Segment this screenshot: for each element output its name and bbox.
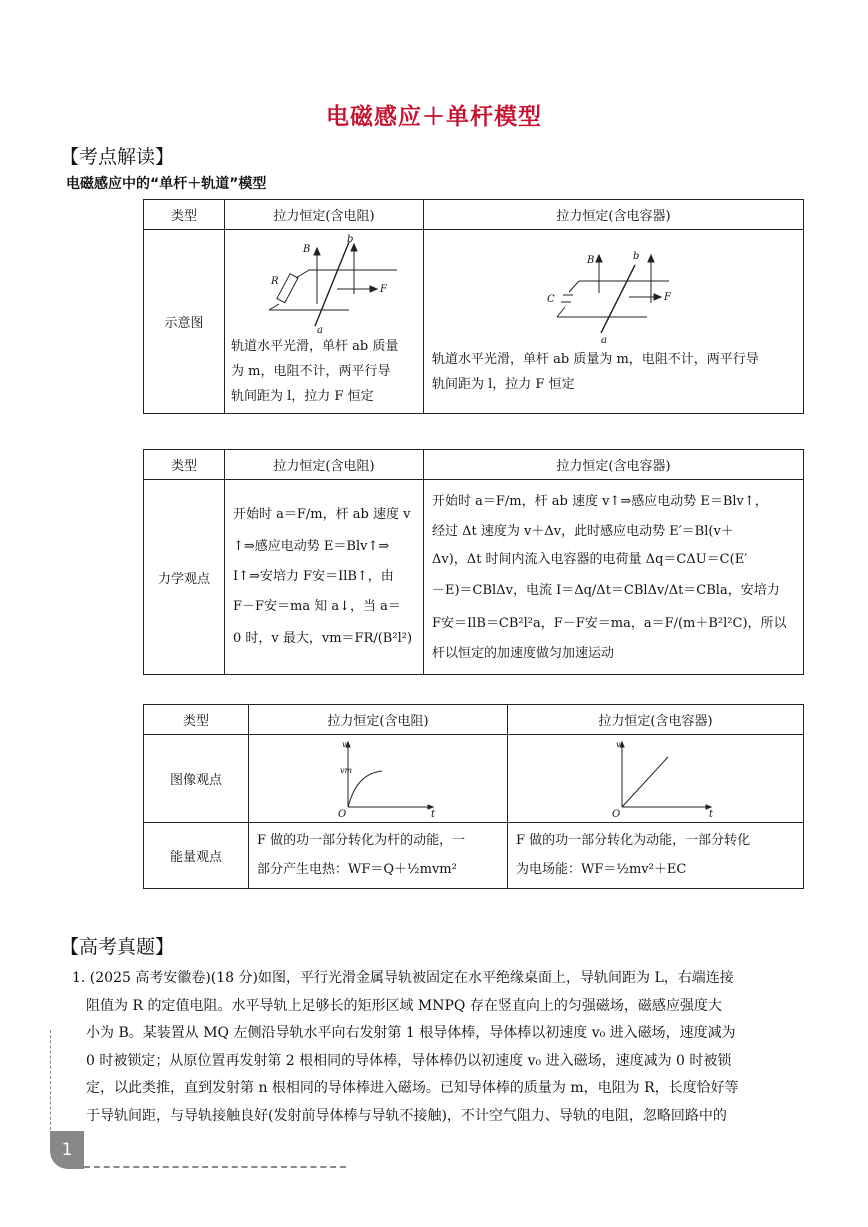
mech-left-line: 0 时，v 最大，vm＝FR/(B²l²) xyxy=(233,631,413,646)
energy-left-line1: F 做的功一部分转化为杆的动能，一 xyxy=(257,832,466,848)
origin-O: O xyxy=(338,808,347,820)
question-line: 阻值为 R 的定值电阻。水平导轨上足够长的矩形区域 MNPQ 存在竖直向上的匀强磁场，磁感应强度大 xyxy=(86,997,722,1014)
text-resistor-line2: 为 m，电阻不计，两平行导 xyxy=(231,364,391,379)
question-line: 1. (2025 高考安徽卷)(18 分)如图，平行光滑金属导轨被固定在水平绝缘桌面上，导轨间距为 L，右端连接 xyxy=(72,970,734,986)
axis-t: t xyxy=(708,808,713,820)
row-label-diagram: 示意图 xyxy=(144,230,225,414)
mech-right-line: －E)＝CBlΔv，电流 I＝Δq/Δt＝CBlΔv/Δt＝CBla，安培力 xyxy=(432,583,780,598)
mech-right-line: F安＝IlB＝CB²l²a，F－F安＝ma，a＝F/(m＋B²l²C)，所以 xyxy=(432,616,787,631)
origin-O: O xyxy=(611,808,620,820)
table-graphs-energy xyxy=(143,704,804,889)
page-number: 1 xyxy=(50,1131,84,1169)
header-resistor: 拉力恒定(含电阻) xyxy=(225,450,424,480)
label-a: a xyxy=(317,325,323,334)
header-resistor: 拉力恒定(含电阻) xyxy=(249,705,508,735)
label-b: b xyxy=(632,250,639,262)
label-F: F xyxy=(380,284,387,295)
mech-right-line: 开始时 a＝F/m，杆 ab 速度 v↑⇒感应电动势 E＝Blv↑， xyxy=(432,494,768,509)
text-resistor-line1: 轨道水平光滑，单杆 ab 质量 xyxy=(231,339,399,354)
mech-left-line: 开始时 a＝F/m，杆 ab 速度 v xyxy=(233,507,411,522)
resistor-rail-diagram xyxy=(249,234,399,334)
cell-graph-capacitor xyxy=(508,735,804,823)
section-heading-exam: 【高考真题】 xyxy=(60,936,175,958)
velocity-line xyxy=(622,757,668,807)
cell-energy-capacitor xyxy=(508,823,804,889)
cell-capacitor-diagram xyxy=(424,230,804,414)
cell-mechanics-capacitor xyxy=(424,480,804,675)
header-capacitor: 拉力恒定(含电容器) xyxy=(424,450,804,480)
question-block xyxy=(72,965,807,1130)
mech-right-line: Δv)，Δt 时间内流入电容器的电荷量 Δq＝CΔU＝C(E′ xyxy=(432,552,748,567)
header-capacitor: 拉力恒定(含电容器) xyxy=(508,705,804,735)
header-type: 类型 xyxy=(144,200,225,230)
section-subtitle: 电磁感应中的“单杆＋轨道”模型 xyxy=(66,176,267,192)
label-F: F xyxy=(663,291,671,303)
section-heading-analysis: 【考点解读】 xyxy=(60,146,175,168)
cell-resistor-diagram xyxy=(225,230,424,414)
row-label-mechanics: 力学观点 xyxy=(144,480,225,675)
resistor xyxy=(277,274,298,303)
mech-left-line: ↑⇒感应电动势 E＝Blv↑⇒ xyxy=(233,539,390,554)
text-capacitor-line1: 轨道水平光滑，单杆 ab 质量为 m，电阻不计，两平行导 xyxy=(432,351,759,367)
header-resistor: 拉力恒定(含电阻) xyxy=(225,200,424,230)
axis-v: v xyxy=(615,739,621,749)
energy-left-line2: 部分产生电热：WF＝Q＋½mvm² xyxy=(257,861,457,877)
velocity-curve xyxy=(348,771,382,807)
mech-right-line: 杆以恒定的加速度做匀加速运动 xyxy=(432,646,615,661)
label-C: C xyxy=(546,293,555,305)
capacitor-rail-diagram xyxy=(539,247,689,347)
question-line: 于导轨间距，与导轨接触良好(发射前导体棒与导轨不接触)，不计空气阻力、导轨的电阻，忽略回路中的 xyxy=(86,1107,727,1124)
page-title: 电磁感应＋单杆模型 xyxy=(326,104,542,130)
axis-v: v xyxy=(342,739,347,749)
question-line: 小为 B。某装置从 MQ 左侧沿导轨水平向右发射第 1 根导体棒，导体棒以初速度 v₀ 进入磁场，速度减为 xyxy=(86,1025,736,1041)
table-mechanics xyxy=(143,449,804,675)
label-R: R xyxy=(271,276,279,287)
label-a: a xyxy=(600,334,607,346)
page-border-dash-horizontal xyxy=(84,1166,346,1168)
mech-left-line: F－F安＝ma 知 a↓，当 a＝ xyxy=(233,599,401,614)
energy-right-line1: F 做的功一部分转化为动能，一部分转化 xyxy=(516,832,751,848)
cell-energy-resistor xyxy=(249,823,508,889)
question-line: 定，以此类推，直到发射第 n 根相同的导体棒进入磁场。已知导体棒的质量为 m，电阻为 R，长度恰好等 xyxy=(86,1080,739,1096)
rod-ab xyxy=(601,265,635,333)
header-type: 类型 xyxy=(144,705,249,735)
axis-t: t xyxy=(431,808,436,820)
question-line: 0 时被锁定；从原位置再发射第 2 根相同的导体棒，导体棒仍以初速度 v₀ 进入磁场，速度减为 0 时被锁 xyxy=(86,1052,732,1069)
mech-left-line: I↑⇒安培力 F安＝IlB↑，由 xyxy=(233,569,394,584)
label-vm: vm xyxy=(340,765,353,775)
text-capacitor-line2: 轨间距为 l，拉力 F 恒定 xyxy=(432,376,575,392)
row-label-graph: 图像观点 xyxy=(144,735,249,823)
header-capacitor: 拉力恒定(含电容器) xyxy=(424,200,804,230)
label-B: B xyxy=(586,254,594,266)
label-b: b xyxy=(347,234,354,245)
mech-right-line: 经过 Δt 速度为 v＋Δv，此时感应电动势 E′＝Bl(v＋ xyxy=(432,524,734,539)
page-border-dash-vertical xyxy=(50,1030,51,1130)
energy-right-line2: 为电场能：WF＝½mv²＋EC xyxy=(516,861,687,877)
vt-graph-resistor xyxy=(318,737,438,821)
cell-graph-resistor xyxy=(249,735,508,823)
cell-mechanics-resistor xyxy=(225,480,424,675)
table-diagrams xyxy=(143,199,804,414)
text-resistor-line3: 轨间距为 l，拉力 F 恒定 xyxy=(231,389,374,404)
vt-graph-capacitor xyxy=(596,737,716,821)
row-label-energy: 能量观点 xyxy=(144,823,249,889)
label-B: B xyxy=(303,244,311,255)
header-type: 类型 xyxy=(144,450,225,480)
